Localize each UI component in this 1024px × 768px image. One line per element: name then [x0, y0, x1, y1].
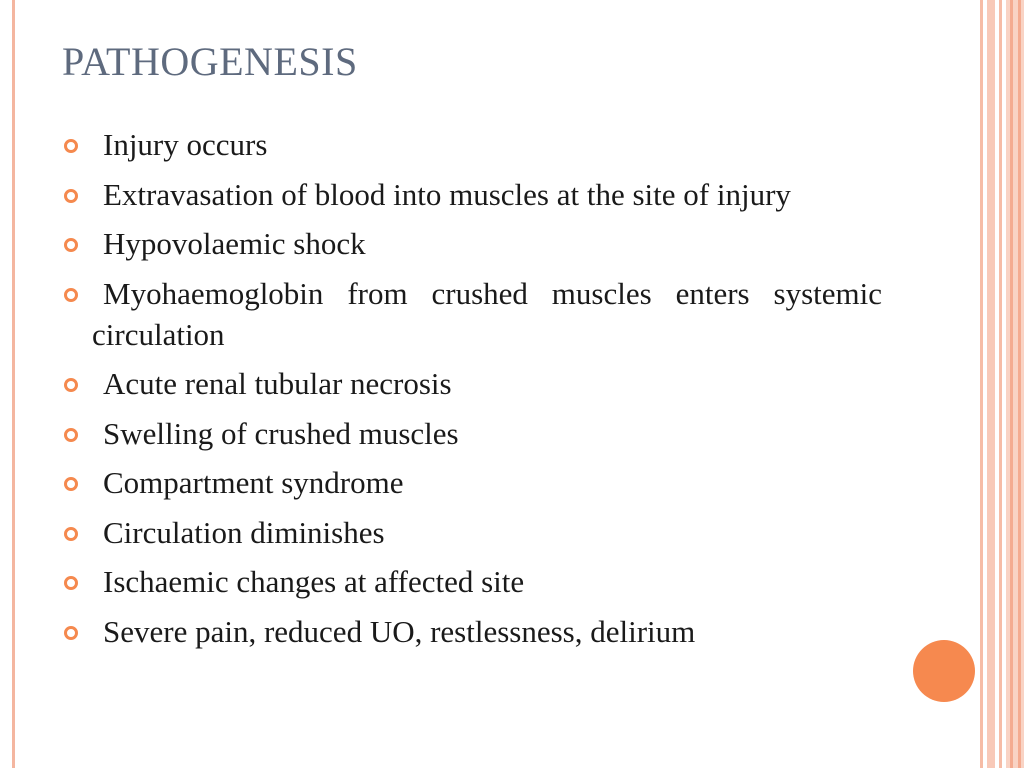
- ring-bullet-icon: [64, 288, 78, 302]
- bullet-item: [62, 363, 882, 404]
- bullet-item: [62, 413, 882, 454]
- bullet-text: Extravasation of blood into muscles at the site of injury: [103, 176, 791, 212]
- bullet-text: Acute renal tubular necrosis: [103, 366, 452, 401]
- bullet-text: Hypovolaemic shock: [103, 226, 366, 261]
- right-decorative-stripes: [980, 0, 1024, 768]
- ring-bullet-icon: [64, 139, 78, 153]
- bullet-text: Severe pain, reduced UO, restlessness, delirium: [103, 613, 696, 649]
- ring-bullet-icon: [64, 428, 78, 442]
- bullet-text: Ischaemic changes at affected site: [103, 564, 525, 599]
- left-border: [0, 0, 15, 768]
- bullet-text: Injury occurs: [103, 127, 268, 162]
- bullet-item: [62, 124, 882, 165]
- ring-bullet-icon: [64, 189, 78, 203]
- bullet-text: Myohaemoglobin from crushed muscles enters systemic circulation: [92, 275, 882, 352]
- bullet-text: Swelling of crushed muscles: [103, 415, 459, 451]
- bullet-item: [62, 462, 882, 503]
- bullet-item: [62, 512, 882, 553]
- bullet-item: [62, 273, 882, 355]
- bullet-list: [62, 124, 882, 660]
- ring-bullet-icon: [64, 378, 78, 392]
- ring-bullet-icon: [64, 238, 78, 252]
- ring-bullet-icon: [64, 477, 78, 491]
- ring-bullet-icon: [64, 527, 78, 541]
- bullet-text: Compartment syndrome: [103, 465, 404, 500]
- bullet-item: [62, 223, 882, 264]
- bullet-item: [62, 611, 882, 652]
- bullet-item: [62, 174, 882, 215]
- ring-bullet-icon: [64, 576, 78, 590]
- bullet-item: [62, 561, 882, 602]
- bullet-text: Circulation diminishes: [103, 514, 385, 550]
- decorative-orange-circle-icon: [913, 640, 975, 702]
- ring-bullet-icon: [64, 626, 78, 640]
- slide-title: PATHOGENESIS: [62, 39, 358, 84]
